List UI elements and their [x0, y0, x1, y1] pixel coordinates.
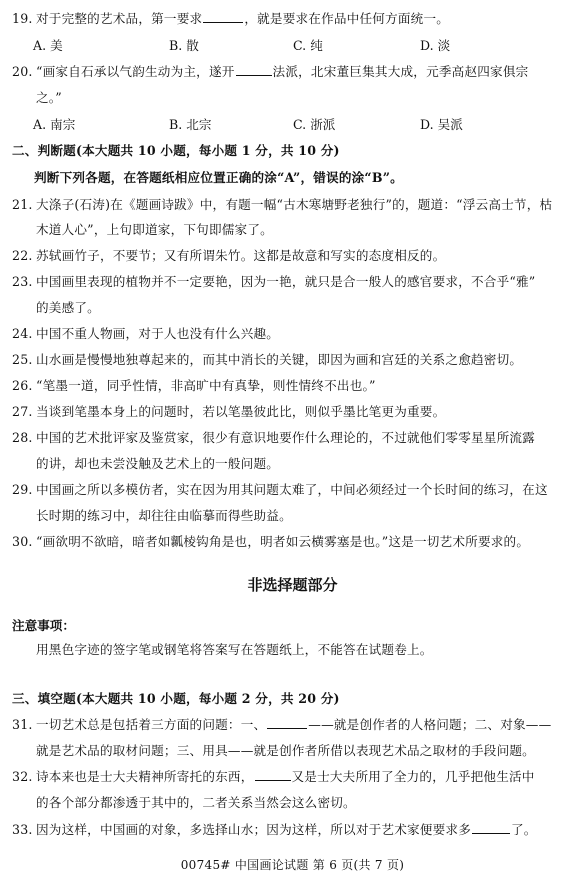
question-31-continued: 就是艺术品的取材问题；三、用具——就是创作者所借以表现艺术品之取材的手段问题。	[36, 743, 535, 758]
question-number: 24.	[12, 326, 33, 341]
question-text: 中国画之所以多模仿者，实在因为用其问题太难了，中间必须经过一个长时间的练习，在这	[36, 482, 548, 497]
question-26	[12, 377, 376, 395]
question-text: 中国的艺术批评家及鉴赏家，很少有意识地要作什么理论的，不过就他们零零星星所流露	[36, 430, 535, 445]
question-text: “笔墨一道，同乎性情，非高旷中有真挚，则性情终不出也。”	[36, 378, 376, 393]
question-22	[12, 247, 445, 265]
question-20	[12, 63, 528, 81]
question-28	[12, 429, 535, 447]
question-33	[12, 821, 537, 839]
answer-blank	[267, 716, 307, 729]
question-text: “画欲明不欲暗，暗者如瓤棱钩角是也，明者如云横雾塞是也。”这是一切艺术所要求的。	[36, 534, 530, 549]
notice-body: 用黑色字迹的签字笔或钢笔将答案写在答题纸上，不能答在试题卷上。	[36, 642, 433, 657]
answer-blank	[255, 768, 291, 781]
answer-blank	[203, 10, 243, 23]
question-21-continued: 木道人心”，上句即道家，下句即儒家了。	[36, 222, 273, 237]
question-text: 因为这样，中国画的对象，多选择山水；因为这样，所以对于艺术家便要求多	[36, 822, 471, 837]
option-b: B. 散	[169, 38, 199, 53]
section-instruction: 判断下列各题，在答题纸相应位置正确的涂“A”，错误的涂“B”。	[34, 170, 403, 185]
question-number: 22.	[12, 248, 33, 263]
question-21	[12, 196, 552, 214]
question-19-options	[33, 37, 553, 55]
page-footer: 00745# 中国画论试题 第 6 页(共 7 页)	[180, 858, 405, 872]
question-number: 30.	[12, 534, 33, 549]
answer-blank	[472, 821, 510, 834]
question-text: 当谈到笔墨本身上的问题时，若以笔墨彼此比，则似乎墨比笔更为重要。	[36, 404, 446, 419]
question-25	[12, 351, 522, 369]
question-29	[12, 481, 548, 499]
answer-blank	[236, 63, 272, 76]
section-heading: 二、判断题(本大题共 10 小题，每小题 1 分，共 10 分)	[12, 143, 340, 158]
question-text: 法派，北宋董巨集其大成，元季高赵四家俱宗	[272, 64, 529, 79]
question-text: 中国不重人物画，对于人也没有什么兴趣。	[36, 326, 280, 341]
question-number: 27.	[12, 404, 33, 419]
question-number: 20.	[12, 64, 33, 79]
option-d: D. 淡	[420, 38, 451, 53]
question-19	[12, 10, 449, 28]
question-text: 苏轼画竹子，不要节；又有所谓朱竹。这都是故意和写实的态度相反的。	[36, 248, 446, 263]
question-20-continued: 之。”	[36, 90, 62, 105]
question-number: 33.	[12, 822, 33, 837]
question-text: 又是士大夫所用了全力的，几乎把他生活中	[291, 769, 535, 784]
question-number: 25.	[12, 352, 33, 367]
option-a: A. 美	[33, 38, 63, 53]
question-number: 32.	[12, 769, 33, 784]
question-23-continued: 的美感了。	[36, 300, 100, 315]
question-28-continued: 的讲，却也未尝没触及艺术上的一般问题。	[36, 456, 280, 471]
question-31	[12, 716, 551, 734]
question-number: 26.	[12, 378, 33, 393]
question-27	[12, 403, 445, 421]
question-text: 对于完整的艺术品，第一要求	[36, 11, 203, 26]
question-text: “画家自石承以气韵生动为主，遂开	[36, 64, 235, 79]
question-20-options	[33, 116, 553, 134]
question-number: 31.	[12, 717, 33, 732]
option-b: B. 北宗	[169, 117, 212, 132]
question-text: 山水画是慢慢地独尊起来的，而其中消长的关键，即因为画和宫廷的关系之愈趋密切。	[36, 352, 523, 367]
question-32	[12, 768, 535, 786]
question-number: 19.	[12, 11, 33, 26]
question-29-continued: 长时期的练习中，却往往由临摹而得些助益。	[36, 508, 292, 523]
question-number: 29.	[12, 482, 33, 497]
notice-heading: 注意事项：	[12, 618, 75, 633]
question-text: 一切艺术总是包括着三方面的问题：一、	[36, 717, 267, 732]
option-c: C. 纯	[293, 38, 323, 53]
question-23	[12, 273, 535, 291]
option-c: C. 浙派	[293, 117, 336, 132]
section-heading: 三、填空题(本大题共 10 小题，每小题 2 分，共 20 分)	[12, 691, 340, 706]
question-30	[12, 533, 529, 551]
question-text: ，就是要求在作品中任何方面统一。	[244, 11, 450, 26]
question-24	[12, 325, 279, 343]
question-number: 21.	[12, 197, 33, 212]
question-text: 了。	[511, 822, 537, 837]
question-32-continued: 的各个部分都渗透于其中的，二者关系当然会这么密切。	[36, 795, 356, 810]
question-number: 23.	[12, 274, 33, 289]
question-number: 28.	[12, 430, 33, 445]
question-text: ——就是创作者的人格问题；二、对象——	[308, 717, 552, 732]
part-title: 非选择题部分	[247, 576, 338, 594]
question-text: 大涤子(石涛)在《题画诗跋》中，有题一幅“古木寒塘野老独行”的，题道：“浮云高士节，枯	[36, 197, 553, 212]
question-text: 中国画里表现的植物并不一定要艳，因为一艳，就只是合一般人的感官要求，不合乎“雅”	[36, 274, 536, 289]
option-d: D. 吴派	[420, 117, 463, 132]
option-a: A. 南宗	[33, 117, 76, 132]
question-text: 诗本来也是士大夫精神所寄托的东西，	[36, 769, 254, 784]
